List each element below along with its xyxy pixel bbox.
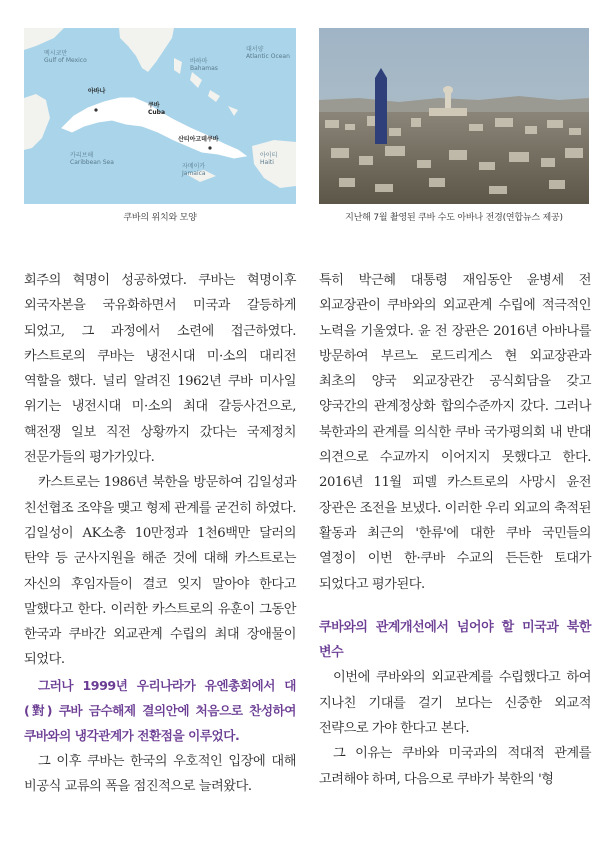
label-caribbean: 카리브해 Caribbean Sea [70, 152, 114, 166]
paragraph: 이번에 쿠바와의 외교관계를 수립했다고 하여 지나친 기대를 걸기 보다는 신중한 외교적 전략으로 가야 한다고 본다. [319, 670, 591, 737]
label-haiti: 아이티 Haiti [260, 152, 278, 166]
highlight-paragraph: 그러나 1999년 우리나라가 유엔총회에서 대(對) 쿠바 금수해제 결의안에 처음으로 찬성하여 쿠바와의 냉각관계가 전환점을 이루었다. [24, 677, 296, 744]
photo-graphic [319, 28, 589, 204]
paragraph: 그 이후 쿠바는 한국의 우호적인 입장에 대해 비공식 교류의 폭을 점진적으로 늘려왔다. [24, 753, 296, 794]
paragraph: 카스트로는 1986년 북한을 방문하여 김일성과 친선협조 조약을 맺고 형제 관계를 굳건히 하였다. 김일성이 AK소총 10만정과 1천6백만 달러의 탄약 등 군사지원을 해준 것에 대해 카스트로는 자신의 후임자들이 결코 잊지 말아야 한다고 말했다고 한다. 이러한 카스트로의 유훈이 그동안 한국과 쿠바간 외교관계 수립의 최대 장애물이 되었다. [24, 475, 296, 668]
label-atlantic: 대서양 Atlantic Ocean [246, 46, 290, 60]
tower [375, 78, 387, 144]
paragraph: 특히 박근혜 대통령 재임동안 윤병세 전 외교장관이 쿠바와의 외교관계 수립에 적극적인 노력을 기울였다. 윤 전 장관은 2016년 아바나를 방문하여 부르노 로드리게스 현 외교장관과 최초의 양국 외교장관간 공식회담을 갖고 양국간의 관계정상화 합의수준까지 갔다. 그러나 북한과의 관계를 의식한 쿠바 국가평의회 내 반대 의견으로 수교까지 이어지지 못했다고 한다. 2016년 11월 피델 카스트로의 사망시 윤전 장관은 조전을 보냈다. 이러한 우리 외교의 축적된 활동과 최근의 '한류'에 대한 쿠바 국민들의 열정이 이번 한·쿠바 수교의 든든한 토대가 되었다고 평가된다. [319, 273, 591, 592]
label-gulf: 멕시코만 Gulf of Mexico [44, 50, 87, 64]
cuba-location-map [24, 28, 296, 204]
section-heading: 쿠바와의 관계개선에서 넘어야 할 미국과 북한 변수 [319, 619, 591, 661]
left-column [24, 268, 296, 799]
paragraph: 그 이유는 쿠바와 미국과의 적대적 관계를 고려해야 하며, 다음으로 쿠바가 북한의 '형 [319, 746, 591, 787]
label-bahamas: 바하마 Bahamas [190, 58, 218, 72]
photo-caption: 지난해 7월 촬영된 쿠바 수도 아바나 전경(연합뉴스 제공) [345, 213, 563, 223]
map-caption: 쿠바의 위치와 모양 [123, 213, 197, 223]
havana-cityscape-photo [319, 28, 589, 204]
paragraph: 회주의 혁명이 성공하였다. 쿠바는 혁명이후 외국자본을 국유화하면서 미국과 갈등하게 되었고, 그 과정에서 소련에 접근하였다. 카스트로의 쿠바는 냉전시대 미·소의 대리전 역할을 했다. 널리 알려진 1962년 쿠바 미사일 위기는 냉전시대 미·소의 최대 갈등사건으로, 핵전쟁 일보 직전 상황까지 갔다는 국제정치 전문가들의 평가가있다. [24, 273, 296, 466]
label-jamaica: 자메이카 Jamaica [182, 163, 206, 177]
label-santiago: 산티아고데쿠바 [178, 136, 219, 143]
label-havana: 아바나 [88, 88, 106, 95]
right-column [319, 268, 591, 792]
label-cuba: 쿠바 Cuba [148, 102, 166, 116]
